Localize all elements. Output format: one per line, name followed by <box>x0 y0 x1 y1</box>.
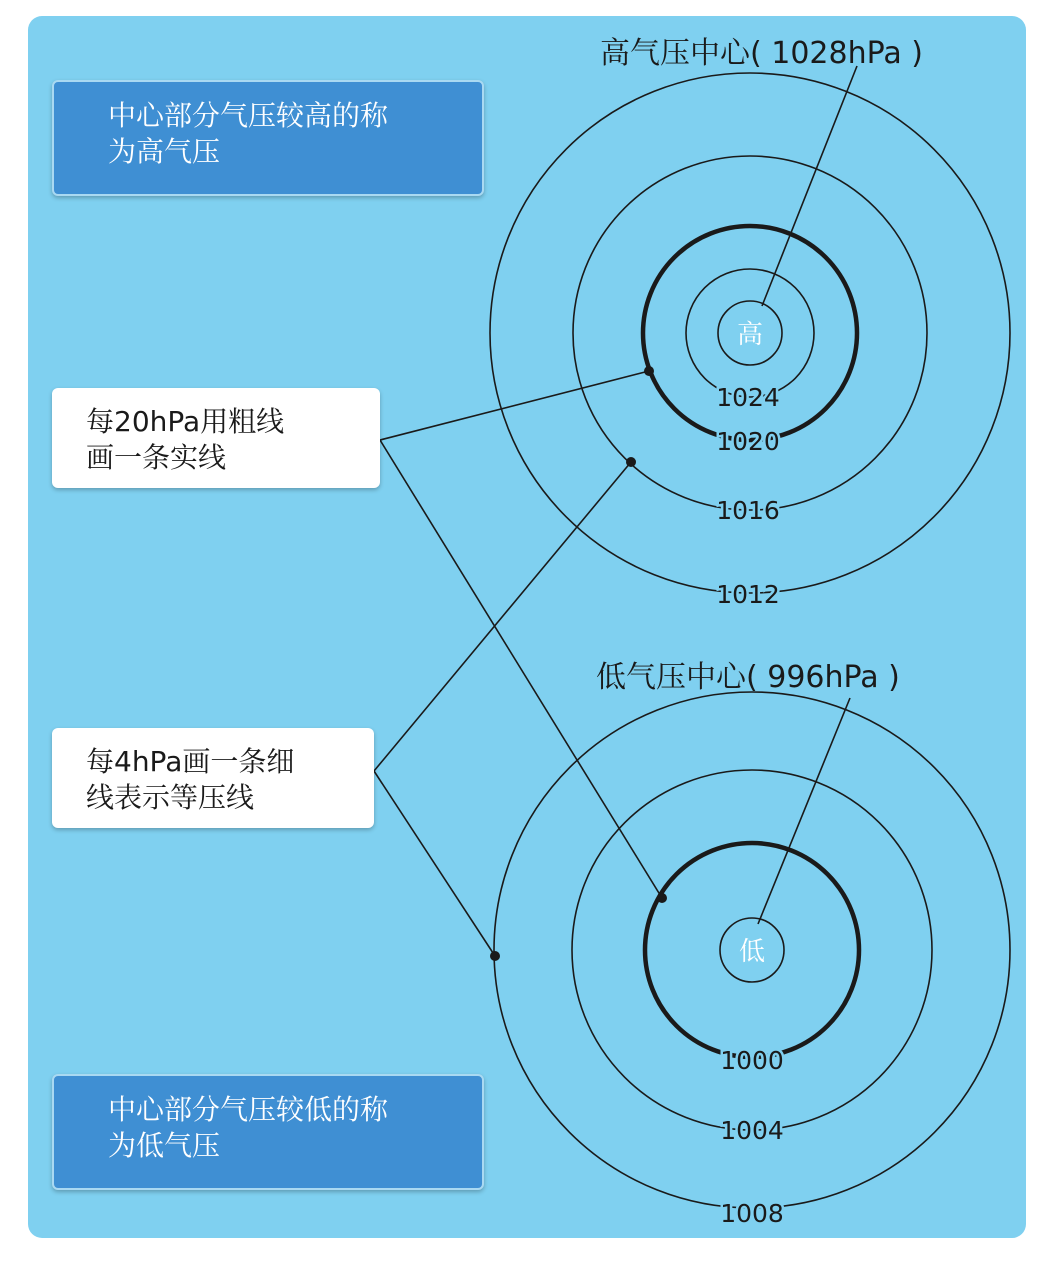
low-center-label: 低 <box>738 937 766 967</box>
isobar-label-1020: 1020 <box>716 427 780 456</box>
low-pressure-title: 低气压中心( 996hPa ) <box>596 660 900 695</box>
thin-leader-low <box>374 771 495 956</box>
dot-isobar-1020 <box>644 366 654 376</box>
thick-line-note-line2: 画一条实线 <box>86 441 227 474</box>
isobar-label-1012: 1012 <box>716 580 780 609</box>
isobar-diagram <box>28 16 1026 1238</box>
thick-line-note-line1: 每20hPa用粗线 <box>86 405 285 438</box>
isobar-label-1008: 1008 <box>720 1199 784 1228</box>
high-pressure-description <box>52 80 484 196</box>
high-pressure-system <box>490 66 1010 609</box>
thin-leader-high <box>374 462 631 771</box>
low-pressure-description-line1: 中心部分气压较低的称 <box>108 1093 389 1126</box>
isobar-label-1004: 1004 <box>720 1116 784 1145</box>
low-title-leader <box>758 698 850 924</box>
high-pressure-description-line2: 为高气压 <box>108 135 221 168</box>
isobar-label-1024: 1024 <box>716 383 780 412</box>
low-pressure-description-line2: 为低气压 <box>108 1129 221 1162</box>
high-pressure-description-line1: 中心部分气压较高的称 <box>108 99 389 132</box>
isobar-label-1000: 1000 <box>720 1046 784 1075</box>
high-pressure-title: 高气压中心( 1028hPa ) <box>600 36 923 71</box>
isobar-label-1016: 1016 <box>716 496 780 525</box>
low-pressure-system <box>494 692 1010 1228</box>
dot-isobar-1016 <box>626 457 636 467</box>
dot-isobar-1000 <box>657 893 667 903</box>
high-title-leader <box>762 66 857 306</box>
dot-isobar-1008 <box>490 951 500 961</box>
high-center-label: 高 <box>736 320 764 350</box>
thin-line-note <box>52 728 374 828</box>
thin-line-note-line2: 线表示等压线 <box>86 781 255 814</box>
low-pressure-description <box>52 1074 484 1190</box>
thick-leader-high <box>380 371 649 440</box>
thick-line-note <box>52 388 380 488</box>
thin-line-note-line1: 每4hPa画一条细 <box>86 745 295 778</box>
diagram-panel <box>28 16 1026 1238</box>
